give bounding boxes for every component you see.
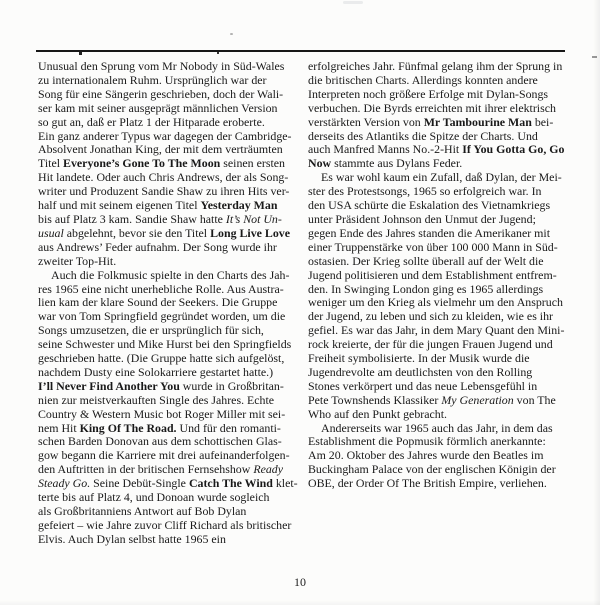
text-column-right (308, 60, 576, 491)
text-line: Unusual den Sprung vom Mr Nobody in Süd-Wales (38, 59, 285, 73)
text-line: gefeiert – wie Jahre zuvor Cliff Richard als britischer (38, 517, 292, 532)
text-line: verstärkten Version von Mr Tambourine Man bei- (308, 114, 554, 129)
text-line: weniger um den Krieg als vielmehr um den Anspruch (308, 295, 563, 310)
text-line: seine Schwester und Mike Hurst bei den Springfields (38, 337, 292, 352)
text-line: nien zur meistverkauften Single des Jahres. Echte (38, 392, 275, 407)
text-line: ster des Protestsongs, 1965 so erfolgreich war. In (308, 184, 542, 199)
text-line: I’ll Never Find Another You wurde in Großbritan- (38, 378, 284, 393)
text-line: Hit landete. Oder auch Chris Andrews, der als Song- (38, 170, 289, 185)
text-line: Stones verkörpert und das neue Lebensgefühl in (308, 378, 538, 393)
text-line: zweiter Top-Hit. (38, 253, 117, 268)
text-line: Elvis. Auch Dylan selbst hatte 1965 ein (38, 531, 226, 546)
text-line: half und mit seinem eigenen Titel Yesterday Man (38, 198, 278, 213)
text-line: res 1965 eine nicht unerhebliche Rolle. Aus Austra- (38, 281, 284, 296)
text-line: Country & Western Music bot Roger Miller mit sei- (38, 406, 286, 421)
text-line: den Auftritten in der britischen Fernsehshow Ready (38, 462, 284, 477)
header-rule (36, 50, 565, 52)
text-line: Ein ganz anderer Typus war dagegen der Cambridge- (38, 128, 292, 143)
text-line: Steady Go. Seine Debüt-Single Catch The Wind klet- (38, 476, 298, 491)
scan-smudge (343, 1, 363, 4)
text-line: ser kam mit seiner ausgeprägt männlichen Version (38, 100, 278, 115)
text-line: Jugend politisieren und dem Establishment entfrem- (308, 267, 557, 282)
rule-tick-mark (79, 52, 82, 55)
text-line: Titel Everyone’s Gone To The Moon seinen ersten (38, 156, 285, 171)
text-line: Es war wohl kaum ein Zufall, daß Dylan, der Mei- (321, 170, 562, 185)
text-line: schen Barden Donovan aus dem schottischen Glas- (38, 434, 282, 449)
text-line: Now stammte aus Dylans Feder. (308, 156, 463, 171)
text-line: derseits des Atlantiks die Spitze der Charts. Und (308, 128, 538, 143)
text-line: auch Manfred Manns No.-2-Hit If You Gotta Go, Go (308, 142, 565, 157)
text-line: war von Tom Springfield gegründet worden, um die (38, 309, 286, 324)
text-line: OBE, der Order Of The British Empire, verliehen. (308, 476, 547, 491)
text-line: gow begann die Karriere mit drei aufeinanderfolgen- (38, 448, 290, 463)
text-line: den USA schürte die Eskalation des Vietnamkriegs (308, 198, 551, 213)
text-line: Freiheit symbolisierte. In der Musik wurde die (308, 351, 530, 366)
text-line: Absolvent Jonathan King, der mit dem verträumten (38, 142, 283, 157)
scan-speck (230, 33, 233, 35)
text-line: aus Andrews’ Feder aufnahm. Der Song wurde ihr (38, 239, 277, 254)
text-line: verbuchen. Die Byrds erreichten mit ihrer elektrisch (308, 100, 556, 115)
text-line: terte bis auf Platz 4, und Donoan wurde sogleich (38, 490, 270, 505)
text-line: bis auf Platz 3 kam. Sandie Shaw hatte It’s Not Un- (38, 211, 282, 226)
text-line: Interpreten noch größere Erfolge mit Dylan-Songs (308, 86, 549, 101)
text-line: erfolgreiches Jahr. Fünfmal gelang ihm der Sprung in (308, 59, 563, 73)
text-line: als Großbritanniens Antwort auf Bob Dylan (38, 504, 247, 518)
text-line: geschrieben hatte. (Die Gruppe hatte sich aufgelöst, (38, 351, 285, 366)
page-number: 10 (294, 575, 306, 589)
text-line: einer Truppenstärke von über 100 000 Mann in Süd- (308, 239, 558, 254)
text-line: Buckingham Palace von der englischen Königin der (308, 462, 556, 477)
text-line: nachdem Dusty eine Solokarriere gestartet hatte.) (38, 364, 274, 379)
text-line: Who auf den Punkt gebracht. (308, 406, 448, 421)
text-line: Andererseits war 1965 auch das Jahr, in dem das (321, 420, 553, 435)
text-line: rock kreierte, der für die jungen Frauen Jugend und (308, 337, 553, 352)
text-line: Song für eine Sängerin geschrieben, doch der Wali- (38, 86, 284, 101)
text-line: gefiel. Es war das Jahr, in dem Mary Quant den Mini- (308, 323, 565, 338)
text-line: so gut an, daß er Platz 1 der Hitparade eroberte. (38, 114, 265, 129)
text-line: Jugendrevolte am deutlichsten von den Rolling (308, 364, 533, 379)
text-line: usual abgelehnt, bevor sie den Titel Long Live Love (38, 225, 291, 240)
text-line: Songs umzusetzen, die er ursprünglich für sich, (38, 323, 264, 338)
text-column-left (38, 60, 306, 547)
text-line: der Jugend, zu leben und sich zu kleiden, wie es ihr (308, 309, 554, 324)
text-line: nem Hit King Of The Road. Und für den romanti- (38, 420, 281, 435)
text-line: den. In Swinging London ging es 1965 allerdings (308, 281, 544, 296)
text-line: writer und Produzent Sandie Shaw zu ihren Hits ver- (38, 184, 290, 199)
text-line: Establishment die Popmusik förmlich anerkannte: (308, 434, 546, 449)
page-edge-shadow (593, 0, 600, 605)
rule-tick-mark (217, 52, 219, 54)
text-line: zu internationalem Ruhm. Ursprünglich war der (38, 72, 267, 87)
text-line: lien kam der klare Sound der Seekers. Die Gruppe (38, 295, 278, 310)
page-edge-shadow (0, 600, 600, 605)
text-line: die britischen Charts. Allerdings konnten andere (308, 72, 538, 87)
text-line: Am 20. Oktober des Jahres wurde den Beatles im (308, 448, 544, 463)
text-line: Auch die Folkmusic spielte in den Charts des Jah- (51, 267, 290, 282)
text-line: Pete Townshends Klassiker My Generation von The (308, 392, 556, 407)
text-line: ostasien. Der Krieg sollte überall auf der Welt die (308, 253, 544, 268)
text-line: gegen Ende des Jahres standen die Amerikaner mit (308, 225, 551, 240)
text-line: unter Präsident Johnson den Unmut der Jugend; (308, 211, 536, 226)
